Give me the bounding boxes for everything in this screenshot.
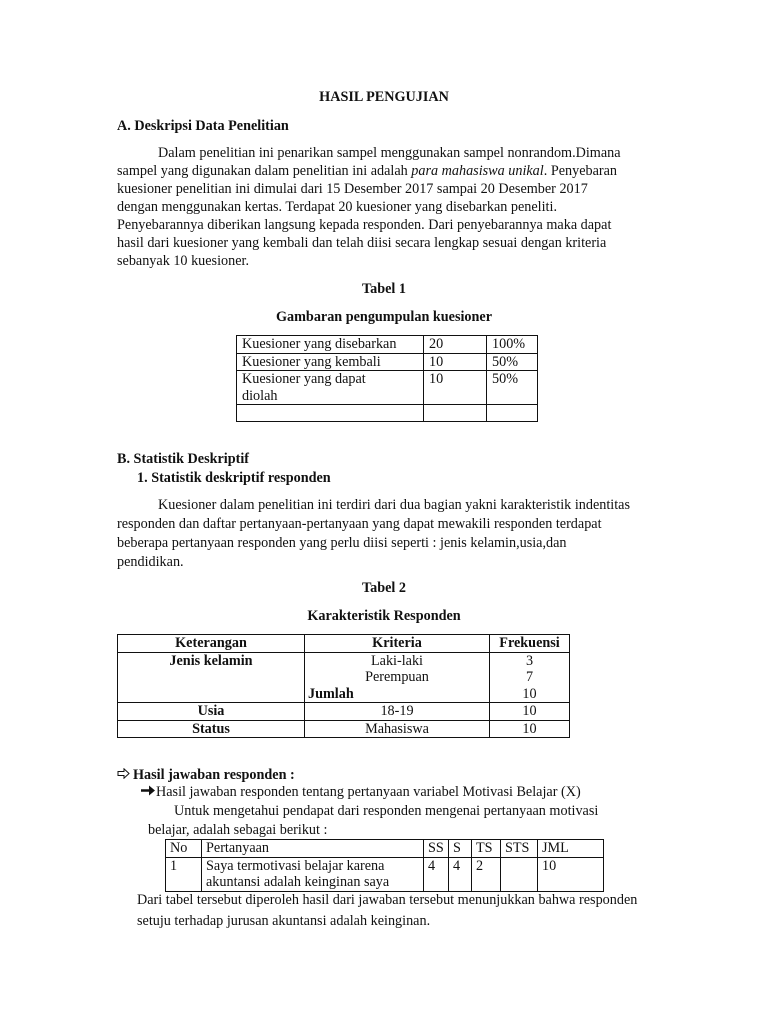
results-heading: Hasil jawaban responden :: [117, 766, 295, 784]
table-cell: 50%: [487, 371, 538, 405]
table2: [117, 634, 570, 738]
table-row: [237, 336, 538, 354]
table-row: [237, 353, 538, 371]
table-header-row: [118, 635, 570, 653]
table-cell: Mahasiswa: [305, 720, 490, 738]
table-cell: Jenis kelamin: [118, 652, 305, 703]
table-cell: Kuesioner yang disebarkan: [237, 336, 424, 354]
table-cell: [424, 405, 487, 422]
results-intro-line1: Untuk mengetahui pendapat dari responden mengenai pertanyaan motivasi: [174, 803, 599, 819]
table-cell: Laki-laki Perempuan Jumlah: [305, 652, 490, 703]
section-b-heading: B. Statistik Deskriptif: [117, 451, 250, 467]
para-line: hasil dari kuesioner yang kembali dan telah diisi secara lengkap sesuai dengan kriteria: [117, 235, 607, 251]
column-header: STS: [501, 840, 538, 858]
column-header: JML: [538, 840, 604, 858]
table3: [165, 839, 604, 892]
para-line: Dalam penelitian ini penarikan sampel menggunakan sampel nonrandom.Dimana: [158, 145, 621, 161]
table-row: [118, 652, 570, 703]
results-subheading: Hasil jawaban responden tentang pertanyaan variabel Motivasi Belajar (X): [141, 783, 581, 801]
table-cell: [501, 857, 538, 891]
table-cell: 50%: [487, 353, 538, 371]
table-header-row: [166, 840, 604, 858]
table-cell: 1: [166, 857, 202, 891]
para-line: dengan menggunakan kertas. Terdapat 20 kuesioner yang disebarkan peneliti.: [117, 199, 557, 215]
table-cell: 4: [449, 857, 472, 891]
page-title: HASIL PENGUJIAN: [319, 89, 449, 105]
column-header: Keterangan: [118, 635, 305, 653]
table-cell: Kuesioner yang kembali: [237, 353, 424, 371]
section-b-paragraph: [117, 496, 657, 572]
table-cell: 10: [490, 703, 570, 721]
para-line: pendidikan.: [117, 554, 184, 570]
table-cell: [487, 405, 538, 422]
section-b-subheading: 1. Statistik deskriptif responden: [137, 470, 331, 486]
table-cell: 18-19: [305, 703, 490, 721]
table-cell: 10: [538, 857, 604, 891]
para-line: kuesioner penelitian ini dimulai dari 15 Desember 2017 sampai 20 Desember 2017: [117, 181, 588, 197]
table-row: [237, 371, 538, 405]
column-header: Pertanyaan: [202, 840, 424, 858]
section-a-heading: A. Deskripsi Data Penelitian: [117, 118, 289, 134]
table1: [236, 335, 538, 422]
column-header: Frekuensi: [490, 635, 570, 653]
table1-caption: Gambaran pengumpulan kuesioner: [275, 309, 492, 325]
table-row: [237, 405, 538, 422]
para-line: beberapa pertanyaan responden yang perlu diisi seperti : jenis kelamin,usia,dan: [117, 535, 567, 551]
table2-label: Tabel 2: [361, 580, 407, 596]
table-cell: [237, 405, 424, 422]
table-row: [118, 703, 570, 721]
column-header: TS: [472, 840, 501, 858]
table-cell: Saya termotivasi belajar karena akuntansi adalah keinginan saya: [202, 857, 424, 891]
table-cell: 2: [472, 857, 501, 891]
conclusion-line2: setuju terhadap jurusan akuntansi adalah keinginan.: [137, 913, 431, 929]
column-header: No: [166, 840, 202, 858]
table-cell: 10: [424, 353, 487, 371]
table-cell: 10: [424, 371, 487, 405]
table-cell: 20: [424, 336, 487, 354]
para-line: sebanyak 10 kuesioner.: [117, 253, 249, 269]
para-line: Kuesioner dalam penelitian ini terdiri dari dua bagian yakni karakteristik indentitas: [158, 497, 630, 513]
table-row: [118, 720, 570, 738]
solid-right-arrow-icon: [141, 783, 156, 801]
table-cell: 100%: [487, 336, 538, 354]
column-header: SS: [424, 840, 449, 858]
outline-right-arrow-icon: [117, 766, 133, 784]
conclusion-line1: Dari tabel tersebut diperoleh hasil dari jawaban tersebut menunjukkan bahwa responden: [137, 892, 638, 908]
table-cell: 10: [490, 720, 570, 738]
column-header: S: [449, 840, 472, 858]
para-line: Penyebarannya diberikan langsung kepada responden. Dari penyebarannya maka dapat: [117, 217, 612, 233]
para-line: sampel yang digunakan dalam penelitian ini adalah para mahasiswa unikal. Penyebaran: [117, 163, 618, 179]
column-header: Kriteria: [305, 635, 490, 653]
table-cell: Kuesioner yang dapat diolah: [237, 371, 424, 405]
table2-caption: Karakteristik Responden: [307, 608, 461, 624]
table-row: [166, 857, 604, 891]
section-a-paragraph: [117, 144, 657, 270]
para-line: responden dan daftar pertanyaan-pertanyaan yang dapat mewakili responden terdapat: [117, 516, 602, 532]
results-intro-line2: belajar, adalah sebagai berikut :: [148, 822, 328, 838]
table-cell: 4: [424, 857, 449, 891]
table-cell: Usia: [118, 703, 305, 721]
table-cell: 3 7 10: [490, 652, 570, 703]
table-cell: Status: [118, 720, 305, 738]
table1-label: Tabel 1: [361, 281, 407, 297]
